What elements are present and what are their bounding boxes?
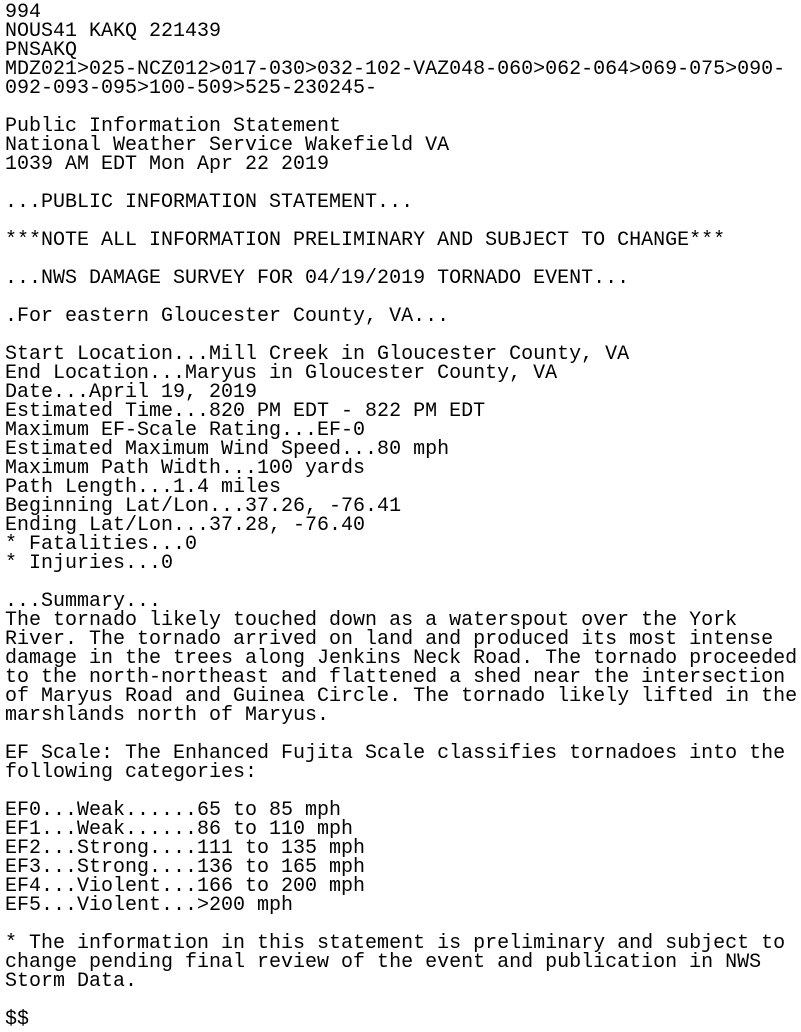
sequence-number: 994 xyxy=(5,1,42,24)
summary-heading: ...Summary... xyxy=(5,590,162,613)
detail-estimated-time: Estimated Time...820 PM EDT - 822 PM EDT xyxy=(5,400,486,423)
main-headline: ...PUBLIC INFORMATION STATEMENT... xyxy=(5,191,414,214)
summary-line: River. The tornado arrived on land and produced its most intense xyxy=(5,628,774,651)
preliminary-note: ***NOTE ALL INFORMATION PRELIMINARY AND SUBJECT TO CHANGE*** xyxy=(5,229,726,252)
wmo-header: NOUS41 KAKQ 221439 xyxy=(5,20,222,43)
awips-id: PNSAKQ xyxy=(5,39,78,62)
detail-end-latlon: Ending Lat/Lon...37.28, -76.40 xyxy=(5,514,366,537)
issuing-office: National Weather Service Wakefield VA xyxy=(5,134,450,157)
ef-scale-row-ef3: EF3...Strong....136 to 165 mph xyxy=(5,856,366,879)
ef-scale-row-ef1: EF1...Weak......86 to 110 mph xyxy=(5,818,354,841)
ugc-codes-line-2: 092-093-095>100-509>525-230245- xyxy=(5,77,378,100)
ef-scale-row-ef0: EF0...Weak......65 to 85 mph xyxy=(5,799,342,822)
ef-scale-row-ef4: EF4...Violent...166 to 200 mph xyxy=(5,875,366,898)
end-marker: $$ xyxy=(5,1008,30,1031)
detail-path-width: Maximum Path Width...100 yards xyxy=(5,457,366,480)
ef-scale-row-ef5: EF5...Violent...>200 mph xyxy=(5,894,294,917)
disclaimer-line: Storm Data. xyxy=(5,970,138,993)
disclaimer-line: change pending final review of the event and publication in NWS xyxy=(5,951,762,974)
survey-headline: ...NWS DAMAGE SURVEY FOR 04/19/2019 TORNADO EVENT... xyxy=(5,267,630,290)
product-title: Public Information Statement xyxy=(5,115,342,138)
summary-line: to the north-northeast and flattened a shed near the intersection xyxy=(5,666,786,689)
blank-line xyxy=(5,991,801,1010)
detail-fatalities: * Fatalities...0 xyxy=(5,533,198,556)
area-headline: .For eastern Gloucester County, VA... xyxy=(5,305,450,328)
summary-line: damage in the trees along Jenkins Neck Road. The tornado proceeded xyxy=(5,647,798,670)
ef-scale-intro: following categories: xyxy=(5,761,258,784)
detail-injuries: * Injuries...0 xyxy=(5,552,174,575)
detail-date: Date...April 19, 2019 xyxy=(5,381,258,404)
detail-end-location: End Location...Maryus in Gloucester County, VA xyxy=(5,362,558,385)
summary-line: of Maryus Road and Guinea Circle. The tornado likely lifted in the xyxy=(5,685,798,708)
detail-path-length: Path Length...1.4 miles xyxy=(5,476,282,499)
ef-scale-intro: EF Scale: The Enhanced Fujita Scale classifies tornadoes into the xyxy=(5,742,786,765)
summary-line: The tornado likely touched down as a waterspout over the York xyxy=(5,609,738,632)
detail-start-location: Start Location...Mill Creek in Gloucester County, VA xyxy=(5,343,630,366)
ef-scale-row-ef2: EF2...Strong....111 to 135 mph xyxy=(5,837,366,860)
detail-ef-rating: Maximum EF-Scale Rating...EF-0 xyxy=(5,419,366,442)
issue-time: 1039 AM EDT Mon Apr 22 2019 xyxy=(5,153,330,176)
summary-line: marshlands north of Maryus. xyxy=(5,704,330,727)
ugc-codes-line-1: MDZ021>025-NCZ012>017-030>032-102-VAZ048-060>062-064>069-075>090- xyxy=(5,58,786,81)
detail-wind-speed: Estimated Maximum Wind Speed...80 mph xyxy=(5,438,450,461)
disclaimer-line: * The information in this statement is preliminary and subject to xyxy=(5,932,786,955)
detail-begin-latlon: Beginning Lat/Lon...37.26, -76.41 xyxy=(5,495,402,518)
